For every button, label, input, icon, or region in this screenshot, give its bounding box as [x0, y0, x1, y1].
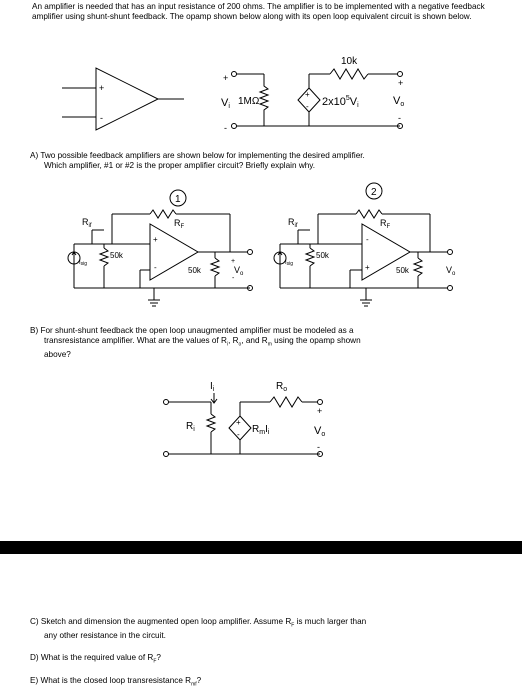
opamp-symbol	[62, 68, 184, 130]
opamp-plus: +	[99, 83, 105, 93]
opamp-minus: -	[100, 113, 103, 123]
transresistance-model	[164, 381, 326, 457]
intro-paragraph: An amplifier is needed that has an input resistance of 200 ohms. The amplifier is to be implemented with a negative feedback amplifier using shunt-shunt feedback. The opamp shown below along with its open loop equivalent circuit is shown below.	[32, 2, 485, 22]
amp2-rif: $R_{if}$	[288, 217, 298, 229]
fig3-src-plus: +	[236, 418, 241, 427]
r-fb-label: 10k	[341, 56, 358, 67]
amp2-number: 2	[371, 187, 377, 198]
source-minus: -	[306, 102, 309, 111]
vo-plus: +	[398, 78, 404, 88]
fig3-rm: $R_mI_i$	[252, 424, 270, 436]
vi-label: Vi	[221, 97, 230, 110]
fig3-ri: $R_i$	[186, 421, 195, 433]
question-c: C) Sketch and dimension the augmented open loop amplifier. Assume $R_F$ is much larger than any other resistance in the circuit.	[30, 617, 367, 641]
amp1-plus: +	[153, 235, 158, 244]
vo-label: Vo	[393, 95, 405, 108]
amplifier-1	[68, 190, 253, 306]
r-in-label: 1MΩ	[238, 96, 260, 107]
amp2-rf: $R_F$	[380, 218, 391, 230]
amp1-rf: $R_F$	[174, 218, 185, 230]
amp2-vo: $V_o$	[446, 265, 456, 277]
question-e: E) What is the closed loop transresistance $R_{mf}$?	[30, 676, 202, 688]
amp1-number: 1	[175, 194, 181, 205]
amp2-plus: +	[365, 263, 370, 272]
amp1-vo: $V_o$	[234, 265, 244, 277]
vi-minus: -	[224, 123, 227, 133]
amp1-vo-minus: -	[232, 275, 235, 282]
question-b: B) For shunt-shunt feedback the open loop unaugmented amplifier must be modeled as a transresistance amplifier. What are the values of $R_i$, $R_o$, and $R_m$ using the opamp shown above?	[30, 326, 361, 360]
vi-plus: +	[223, 73, 229, 83]
amp2-rload: 50k	[396, 266, 409, 275]
amp1-isig: Isig	[79, 260, 88, 267]
amp2-minus: -	[366, 235, 369, 244]
amp2-rsig: 50k	[316, 251, 329, 260]
separator-bar	[0, 541, 522, 554]
amp2-isig: Isig	[285, 260, 294, 267]
source-plus: +	[305, 90, 310, 99]
equivalent-circuit	[221, 56, 404, 133]
fig3-src-minus: -	[237, 430, 240, 439]
fig3-ii: $I_i$	[210, 381, 215, 393]
amp1-rif: $R_{if}$	[82, 217, 92, 229]
amp1-rsig: 50k	[110, 251, 123, 260]
amp1-minus: -	[154, 263, 157, 272]
vo-minus: -	[398, 113, 401, 123]
amp1-vo-plus: +	[231, 258, 236, 265]
fig3-vo-minus: -	[317, 442, 320, 452]
fig3-vo: Vo	[314, 425, 326, 438]
fig3-vo-plus: +	[317, 406, 323, 416]
question-d: D) What is the required value of $R_F$?	[30, 653, 161, 665]
fig3-ro: $R_o$	[276, 381, 288, 393]
amp1-rload: 50k	[188, 266, 201, 275]
question-a: A) Two possible feedback amplifiers are shown below for implementing the desired amplifier. Which amplifier, #1 or #2 is the proper amplifier circuit? Briefly explain why.	[30, 151, 365, 171]
amplifier-2	[274, 183, 456, 306]
gain-label: $2x10^5Vi$	[322, 95, 359, 109]
